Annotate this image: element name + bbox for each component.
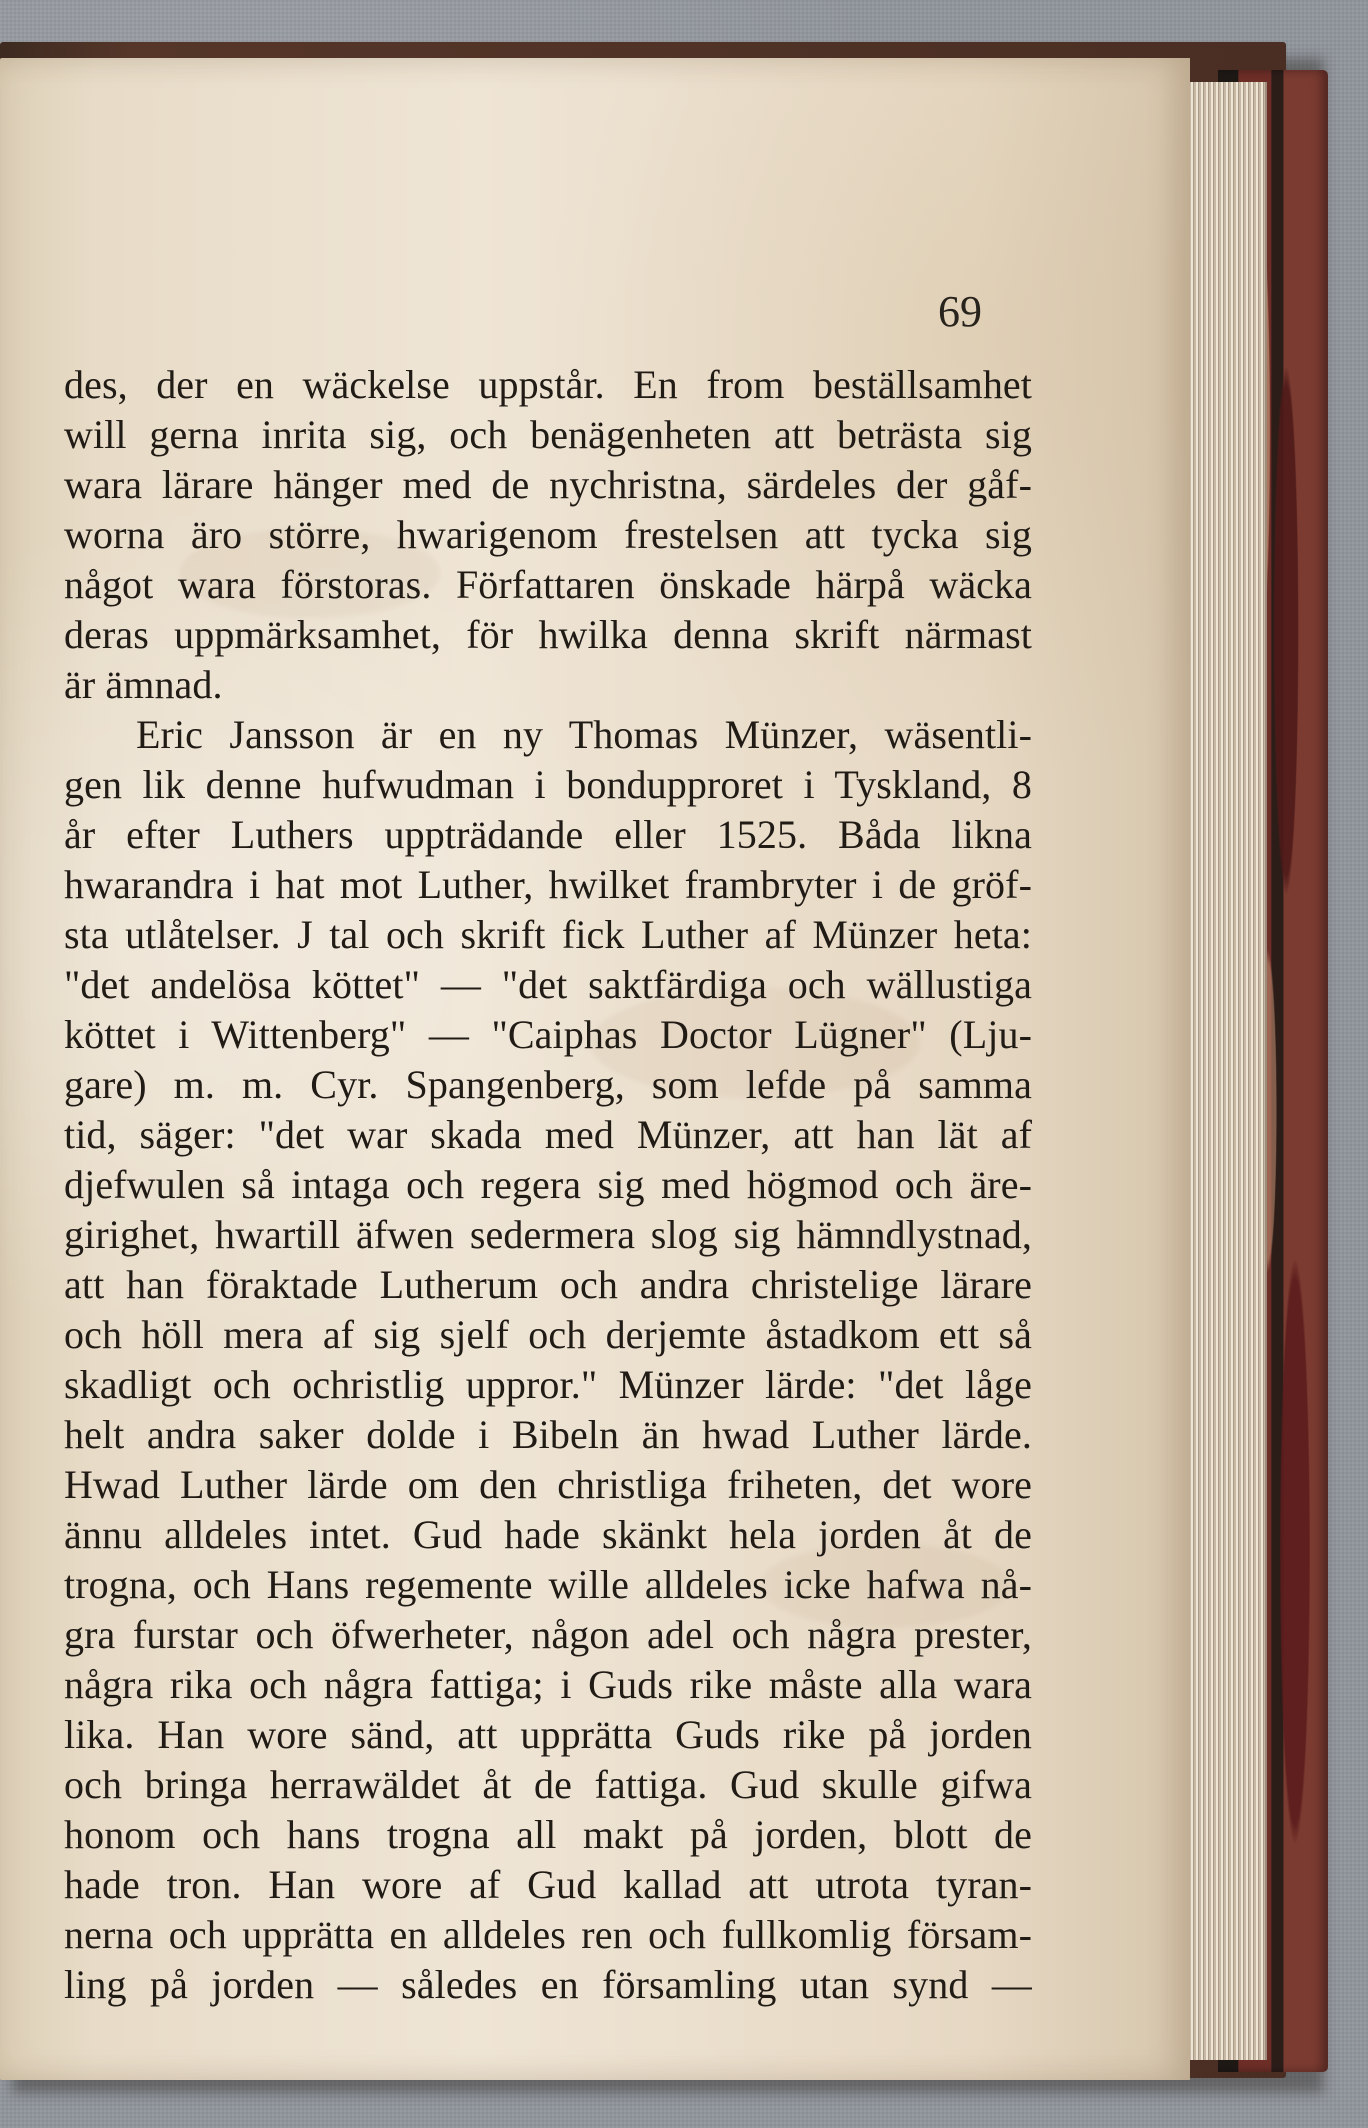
text-line: år efter Luthers uppträdande eller 1525. Båda likna: [64, 812, 1032, 857]
text-line: will gerna inrita sig, och benägenheten att beträsta sig: [64, 412, 1032, 457]
text-line: lika. Han wore sänd, att upprätta Guds rike på jorden: [64, 1712, 1032, 1757]
text-line: tid, säger: "det war skada med Münzer, att han lät af: [64, 1112, 1032, 1157]
text-line: worna äro större, hwarigenom frestelsen att tycka sig: [64, 512, 1032, 557]
text-line: helt andra saker dolde i Bibeln än hwad Luther lärde.: [64, 1412, 1032, 1457]
page-number: 69: [938, 287, 982, 336]
text-line: hade tron. Han wore af Gud kallad att utrota tyran-: [64, 1862, 1032, 1907]
text-line: des, der en wäckelse uppstår. En from beställsamhet: [64, 362, 1032, 407]
text-line: "det andelösa köttet" — "det saktfärdiga och wällustiga: [64, 962, 1032, 1007]
text-line: hwarandra i hat mot Luther, hwilket frambryter i de gröf-: [64, 862, 1032, 907]
text-line: att han föraktade Lutherum och andra christelige lärare: [64, 1262, 1032, 1307]
text-line: Hwad Luther lärde om den christliga friheten, det wore: [64, 1462, 1032, 1507]
text-line: nerna och upprätta en alldeles ren och fullkomlig försam-: [64, 1912, 1032, 1957]
text-line: är ämnad.: [64, 662, 223, 707]
body-text: [64, 360, 1032, 2008]
text-line: Eric Jansson är en ny Thomas Münzer, wäsentli-: [136, 712, 1032, 757]
text-line: trogna, och Hans regemente wille alldeles icke hafwa nå-: [64, 1562, 1032, 1607]
text-line: djefwulen så intaga och regera sig med högmod och äre-: [64, 1162, 1032, 1207]
text-line: honom och hans trogna all makt på jorden, blott de: [64, 1812, 1032, 1857]
text-line: wara lärare hänger med de nychristna, särdeles der gåf-: [64, 462, 1032, 507]
text-line: gen lik denne hufwudman i bondupproret i Tyskland, 8: [64, 762, 1032, 807]
text-line: några rika och några fattiga; i Guds rike måste alla wara: [64, 1662, 1032, 1707]
text-line: gare) m. m. Cyr. Spangenberg, som lefde på samma: [64, 1062, 1032, 1107]
text-line: något wara förstoras. Författaren önskade härpå wäcka: [64, 562, 1032, 607]
text-line: köttet i Wittenberg" — "Caiphas Doctor Lügner" (Lju-: [64, 1012, 1032, 1057]
text-line: ännu alldeles intet. Gud hade skänkt hela jorden åt de: [64, 1512, 1032, 1557]
text-line: girighet, hwartill äfwen sedermera slog sig hämndlystnad,: [64, 1212, 1032, 1257]
text-line: deras uppmärksamhet, för hwilka denna skrift närmast: [64, 612, 1032, 657]
text-line: skadligt och ochristlig uppror." Münzer lärde: "det låge: [64, 1362, 1032, 1407]
text-line: och bringa herrawäldet åt de fattiga. Gud skulle gifwa: [64, 1762, 1032, 1807]
text-line: sta utlåtelser. J tal och skrift fick Luther af Münzer heta:: [64, 912, 1032, 957]
text-line: ling på jorden — således en församling utan synd —: [64, 1962, 1032, 2007]
text-line: gra furstar och öfwerheter, någon adel och några prester,: [64, 1612, 1032, 1657]
book-page: [0, 58, 1190, 2080]
text-line: och höll mera af sig sjelf och derjemte åstadkom ett så: [64, 1312, 1032, 1357]
